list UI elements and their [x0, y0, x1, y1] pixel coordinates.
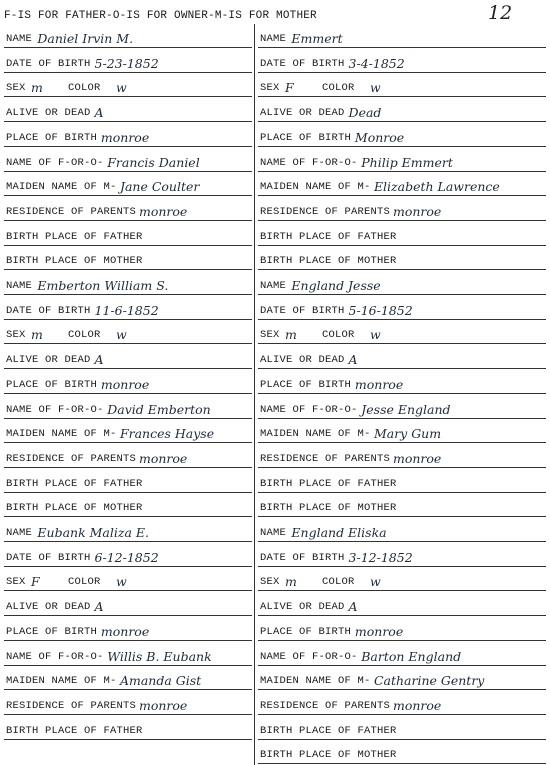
- row-rule: [258, 763, 546, 764]
- record-1-left-alive-row: [4, 98, 252, 122]
- record-1-left-bpf-row: [4, 222, 252, 246]
- place-label: PLACE OF BIRTH: [260, 625, 352, 638]
- alive-label: ALIVE OR DEAD: [6, 601, 91, 614]
- record-2-left-alive-row: [4, 345, 252, 369]
- record-2-left-bpm-row: [4, 493, 252, 517]
- alive-value: Dead: [348, 105, 382, 121]
- fo-value: Willis B. Eubank: [107, 648, 212, 664]
- residence-label: RESIDENCE OF PARENTS: [260, 205, 391, 218]
- maiden-label: MAIDEN NAME OF M-: [260, 675, 371, 688]
- record-1-right-fo-row: [258, 148, 546, 172]
- record-2-right-maiden-row: [258, 419, 546, 443]
- record-1-right-sex-row: [258, 73, 546, 97]
- bpm-label: BIRTH PLACE OF MOTHER: [260, 255, 397, 268]
- alive-label: ALIVE OR DEAD: [6, 107, 91, 120]
- color-label: COLOR: [322, 576, 355, 589]
- name-label: NAME: [260, 527, 287, 539]
- alive-value: A: [94, 352, 104, 368]
- name-value: England Eliska: [291, 525, 387, 540]
- record-1-right-dob-row: [258, 49, 546, 73]
- bpf-label: BIRTH PLACE OF FATHER: [260, 477, 397, 490]
- record-2-left-bpf-row: [4, 469, 252, 493]
- fo-label: NAME OF F-OR-O-: [6, 156, 104, 169]
- place-label: PLACE OF BIRTH: [260, 378, 352, 391]
- record-2-left-sex-row: [4, 320, 252, 344]
- record-1-left-maiden-row: [4, 172, 252, 196]
- color-value: w: [370, 574, 381, 590]
- sex-label: SEX: [260, 576, 280, 589]
- record-2-right-alive-row: [258, 345, 546, 369]
- name-label: NAME: [260, 33, 287, 45]
- record-2-left-residence-row: [4, 444, 252, 468]
- sex-value: m: [285, 327, 297, 343]
- residence-value: monroe: [139, 697, 188, 713]
- alive-label: ALIVE OR DEAD: [260, 354, 345, 367]
- sex-label: SEX: [6, 576, 26, 589]
- maiden-value: Jane Coulter: [119, 179, 200, 195]
- record-sheet: [2, 24, 548, 765]
- sex-value: F: [285, 80, 294, 96]
- row-rule: [4, 739, 252, 740]
- maiden-label: MAIDEN NAME OF M-: [6, 428, 117, 441]
- record-3-left-fo-row: [4, 642, 252, 666]
- residence-value: monroe: [139, 450, 188, 466]
- record-2-left-maiden-row: [4, 419, 252, 443]
- record-1-right-bpf-row: [258, 222, 546, 246]
- record-3-right-residence-row: [258, 691, 546, 715]
- maiden-label: MAIDEN NAME OF M-: [260, 428, 371, 441]
- column-divider: [254, 24, 255, 765]
- dob-value: 3-12-1852: [348, 549, 413, 565]
- bpf-label: BIRTH PLACE OF FATHER: [6, 724, 143, 737]
- alive-label: ALIVE OR DEAD: [6, 354, 91, 367]
- place-value: monroe: [100, 129, 150, 145]
- fo-label: NAME OF F-OR-O-: [260, 156, 358, 169]
- sex-label: SEX: [260, 329, 280, 342]
- name-label: NAME: [6, 527, 33, 539]
- record-2-right-sex-row: [258, 320, 546, 344]
- sex-label: SEX: [260, 82, 280, 95]
- bpm-label: BIRTH PLACE OF MOTHER: [6, 502, 143, 515]
- bpf-label: BIRTH PLACE OF FATHER: [260, 230, 397, 243]
- color-label: COLOR: [322, 329, 355, 342]
- record-1-right-name-row: [258, 24, 546, 48]
- fo-label: NAME OF F-OR-O-: [260, 403, 358, 416]
- record-2-left-dob-row: [4, 296, 252, 320]
- name-label: NAME: [260, 280, 287, 292]
- record-2-right-dob-row: [258, 296, 546, 320]
- record-3-right-maiden-row: [258, 666, 546, 690]
- maiden-label: MAIDEN NAME OF M-: [6, 181, 117, 194]
- sex-value: m: [31, 327, 43, 343]
- dob-label: DATE OF BIRTH: [260, 57, 345, 70]
- sex-value: m: [31, 80, 43, 96]
- name-value: Eubank Maliza E.: [37, 525, 149, 540]
- sex-value: F: [31, 574, 40, 590]
- record-2-right-fo-row: [258, 395, 546, 419]
- dob-label: DATE OF BIRTH: [6, 57, 91, 70]
- record-2-right-name-row: [258, 271, 546, 295]
- record-3-left-name-row: [4, 518, 252, 542]
- record-2-right-place-row: [258, 370, 546, 394]
- residence-label: RESIDENCE OF PARENTS: [6, 205, 137, 218]
- record-3-left-place-row: [4, 617, 252, 641]
- record-1-left-residence-row: [4, 197, 252, 221]
- dob-label: DATE OF BIRTH: [6, 304, 91, 317]
- record-2-left-name-row: [4, 271, 252, 295]
- record-1-left-bpm-row: [4, 246, 252, 270]
- residence-label: RESIDENCE OF PARENTS: [260, 699, 391, 712]
- dob-value: 11-6-1852: [94, 302, 159, 318]
- name-label: NAME: [6, 33, 33, 45]
- color-label: COLOR: [68, 82, 101, 95]
- residence-value: monroe: [393, 697, 442, 713]
- place-value: monroe: [354, 376, 404, 392]
- color-value: w: [116, 327, 127, 343]
- name-value: Emmert: [291, 31, 343, 46]
- record-1-left-name-row: [4, 24, 252, 48]
- record-2-right-bpm-row: [258, 493, 546, 517]
- maiden-value: Mary Gum: [373, 426, 442, 442]
- maiden-value: Elizabeth Lawrence: [373, 179, 500, 195]
- fo-label: NAME OF F-OR-O-: [6, 650, 104, 663]
- fo-value: Francis Daniel: [107, 154, 200, 170]
- place-value: monroe: [100, 623, 150, 639]
- record-1-left-place-row: [4, 123, 252, 147]
- dob-value: 6-12-1852: [94, 549, 159, 565]
- color-value: w: [370, 80, 381, 96]
- record-3-right-name-row: [258, 518, 546, 542]
- record-3-left-maiden-row: [4, 666, 252, 690]
- name-value: England Jesse: [291, 278, 381, 293]
- residence-value: monroe: [139, 203, 188, 219]
- maiden-value: Catharine Gentry: [373, 673, 485, 689]
- place-label: PLACE OF BIRTH: [6, 378, 98, 391]
- record-1-right-alive-row: [258, 98, 546, 122]
- record-3-left-dob-row: [4, 543, 252, 567]
- dob-value: 5-16-1852: [348, 302, 413, 318]
- name-value: Daniel Irvin M.: [37, 31, 134, 46]
- color-label: COLOR: [322, 82, 355, 95]
- residence-label: RESIDENCE OF PARENTS: [6, 699, 137, 712]
- alive-value: A: [348, 352, 358, 368]
- form-header: F-IS FOR FATHER-O-IS FOR OWNER-M-IS FOR MOTHER: [4, 10, 317, 22]
- bpm-label: BIRTH PLACE OF MOTHER: [6, 255, 143, 268]
- fo-value: Barton England: [361, 648, 462, 664]
- alive-value: A: [348, 599, 358, 615]
- maiden-value: Amanda Gist: [119, 673, 202, 689]
- page-number: 12: [488, 2, 513, 24]
- fo-value: Jesse England: [361, 401, 451, 417]
- bpf-label: BIRTH PLACE OF FATHER: [6, 230, 143, 243]
- record-1-right-residence-row: [258, 197, 546, 221]
- record-3-left-residence-row: [4, 691, 252, 715]
- bpf-label: BIRTH PLACE OF FATHER: [6, 477, 143, 490]
- color-value: w: [370, 327, 381, 343]
- alive-label: ALIVE OR DEAD: [260, 107, 345, 120]
- residence-label: RESIDENCE OF PARENTS: [260, 452, 391, 465]
- dob-label: DATE OF BIRTH: [260, 304, 345, 317]
- place-label: PLACE OF BIRTH: [6, 131, 98, 144]
- record-1-left-dob-row: [4, 49, 252, 73]
- fo-value: Philip Emmert: [361, 154, 453, 170]
- record-3-left-alive-row: [4, 592, 252, 616]
- residence-label: RESIDENCE OF PARENTS: [6, 452, 137, 465]
- record-1-right-place-row: [258, 123, 546, 147]
- name-label: NAME: [6, 280, 33, 292]
- record-3-right-bpm-row: [258, 740, 546, 764]
- residence-value: monroe: [393, 450, 442, 466]
- record-3-right-sex-row: [258, 567, 546, 591]
- sex-value: m: [285, 574, 297, 590]
- dob-label: DATE OF BIRTH: [6, 551, 91, 564]
- alive-label: ALIVE OR DEAD: [260, 601, 345, 614]
- record-3-right-dob-row: [258, 543, 546, 567]
- record-2-right-residence-row: [258, 444, 546, 468]
- maiden-label: MAIDEN NAME OF M-: [260, 181, 371, 194]
- maiden-value: Frances Hayse: [119, 426, 215, 442]
- fo-label: NAME OF F-OR-O-: [6, 403, 104, 416]
- record-1-left-sex-row: [4, 73, 252, 97]
- bpm-label: BIRTH PLACE OF MOTHER: [260, 502, 397, 515]
- record-2-right-bpf-row: [258, 469, 546, 493]
- record-2-left-place-row: [4, 370, 252, 394]
- dob-value: 3-4-1852: [348, 55, 405, 71]
- sex-label: SEX: [6, 82, 26, 95]
- place-value: Monroe: [354, 129, 405, 145]
- record-1-right-bpm-row: [258, 246, 546, 270]
- record-1-left-fo-row: [4, 148, 252, 172]
- record-3-left-sex-row: [4, 567, 252, 591]
- maiden-label: MAIDEN NAME OF M-: [6, 675, 117, 688]
- alive-value: A: [94, 105, 104, 121]
- sex-label: SEX: [6, 329, 26, 342]
- record-3-right-fo-row: [258, 642, 546, 666]
- record-3-left-bpf-row: [4, 716, 252, 740]
- color-label: COLOR: [68, 576, 101, 589]
- bpm-label: BIRTH PLACE OF MOTHER: [260, 749, 397, 762]
- dob-value: 5-23-1852: [94, 55, 159, 71]
- alive-value: A: [94, 599, 104, 615]
- bpf-label: BIRTH PLACE OF FATHER: [260, 724, 397, 737]
- place-label: PLACE OF BIRTH: [260, 131, 352, 144]
- place-value: monroe: [354, 623, 404, 639]
- fo-label: NAME OF F-OR-O-: [260, 650, 358, 663]
- record-2-left-fo-row: [4, 395, 252, 419]
- color-label: COLOR: [68, 329, 101, 342]
- residence-value: monroe: [393, 203, 442, 219]
- place-label: PLACE OF BIRTH: [6, 625, 98, 638]
- record-3-right-bpf-row: [258, 716, 546, 740]
- name-value: Emberton William S.: [37, 278, 169, 293]
- color-value: w: [116, 80, 127, 96]
- dob-label: DATE OF BIRTH: [260, 551, 345, 564]
- place-value: monroe: [100, 376, 150, 392]
- record-3-right-alive-row: [258, 592, 546, 616]
- fo-value: David Emberton: [107, 401, 211, 417]
- record-1-right-maiden-row: [258, 172, 546, 196]
- record-3-right-place-row: [258, 617, 546, 641]
- color-value: w: [116, 574, 127, 590]
